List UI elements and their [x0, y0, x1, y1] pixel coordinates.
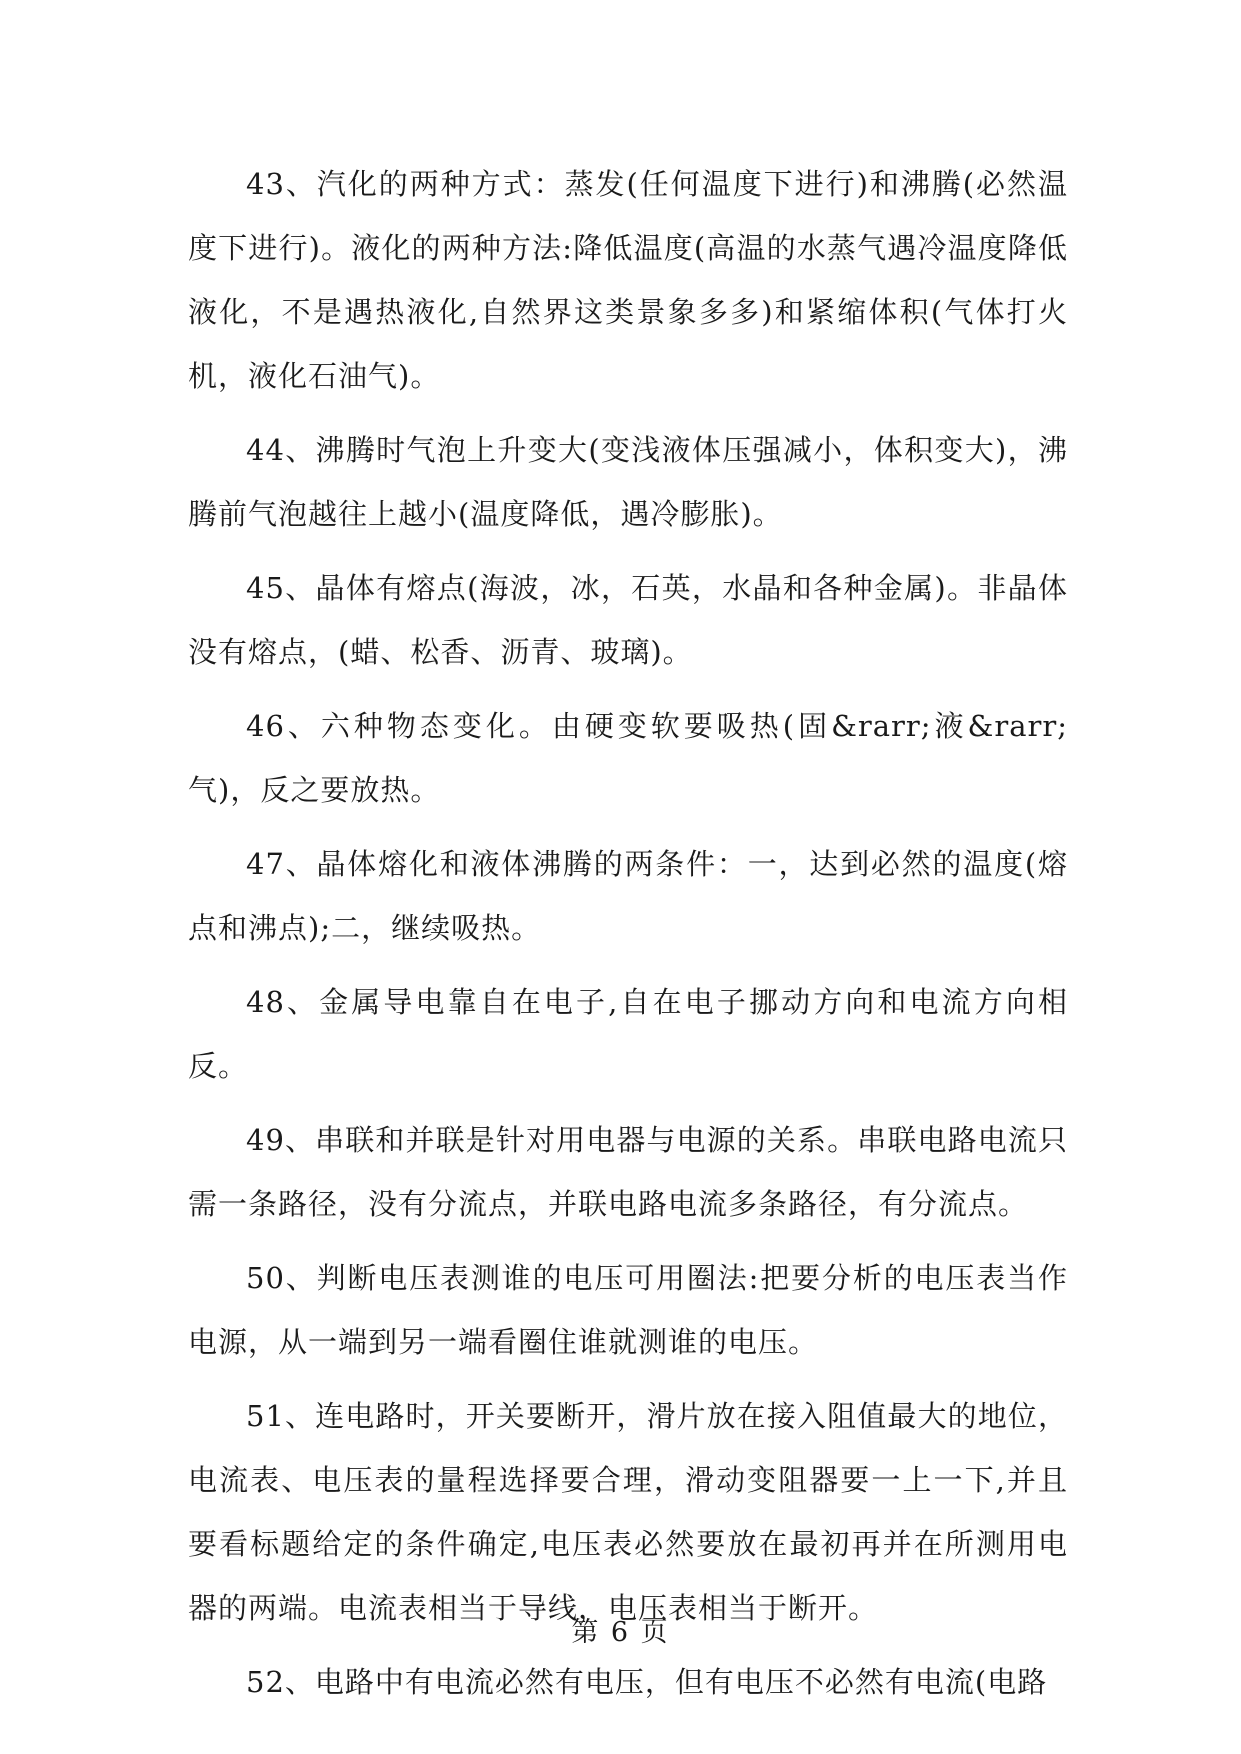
paragraph-46: 46、六种物态变化。由硬变软要吸热(固&rarr;液&rarr;气)，反之要放热。 — [188, 709, 1068, 807]
paragraph-44: 44、沸腾时气泡上升变大(变浅液体压强减小，体积变大)，沸腾前气泡越往上越小(温度降低，遇冷膨胀)。 — [188, 433, 1068, 531]
paragraph-52: 52、电路中有电流必然有电压，但有电压不必然有电流(电路 — [246, 1665, 1048, 1699]
paragraph-50: 50、判断电压表测谁的电压可用圈法:把要分析的电压表当作电源，从一端到另一端看圈住谁就测谁的电压。 — [188, 1261, 1068, 1359]
paragraph-43: 43、汽化的两种方式：蒸发(任何温度下进行)和沸腾(必然温度下进行)。液化的两种方法:降低温度(高温的水蒸气遇冷温度降低液化，不是遇热液化,自然界这类景象多多)和紧缩体积(气体打火机，液化石油气)。 — [188, 167, 1068, 393]
document-body — [188, 152, 1068, 1724]
paragraph-49: 49、串联和并联是针对用电器与电源的关系。串联电路电流只需一条路径，没有分流点，并联电路电流多条路径，有分流点。 — [188, 1123, 1068, 1221]
paragraph-47: 47、晶体熔化和液体沸腾的两条件：一，达到必然的温度(熔点和沸点);二，继续吸热。 — [188, 847, 1068, 945]
paragraph-51: 51、连电路时，开关要断开，滑片放在接入阻值最大的地位，电流表、电压表的量程选择要合理，滑动变阻器要一上一下,并且要看标题给定的条件确定,电压表必然要放在最初再并在所测用电器的两端。电流表相当于导线，电压表相当于断开。 — [188, 1399, 1068, 1625]
page-number: 第 6 页 — [571, 1617, 670, 1648]
paragraph-45: 45、晶体有熔点(海波，冰，石英，水晶和各种金属)。非晶体没有熔点，(蜡、松香、沥青、玻璃)。 — [188, 571, 1068, 669]
paragraph-48: 48、金属导电靠自在电子,自在电子挪动方向和电流方向相反。 — [188, 985, 1068, 1083]
